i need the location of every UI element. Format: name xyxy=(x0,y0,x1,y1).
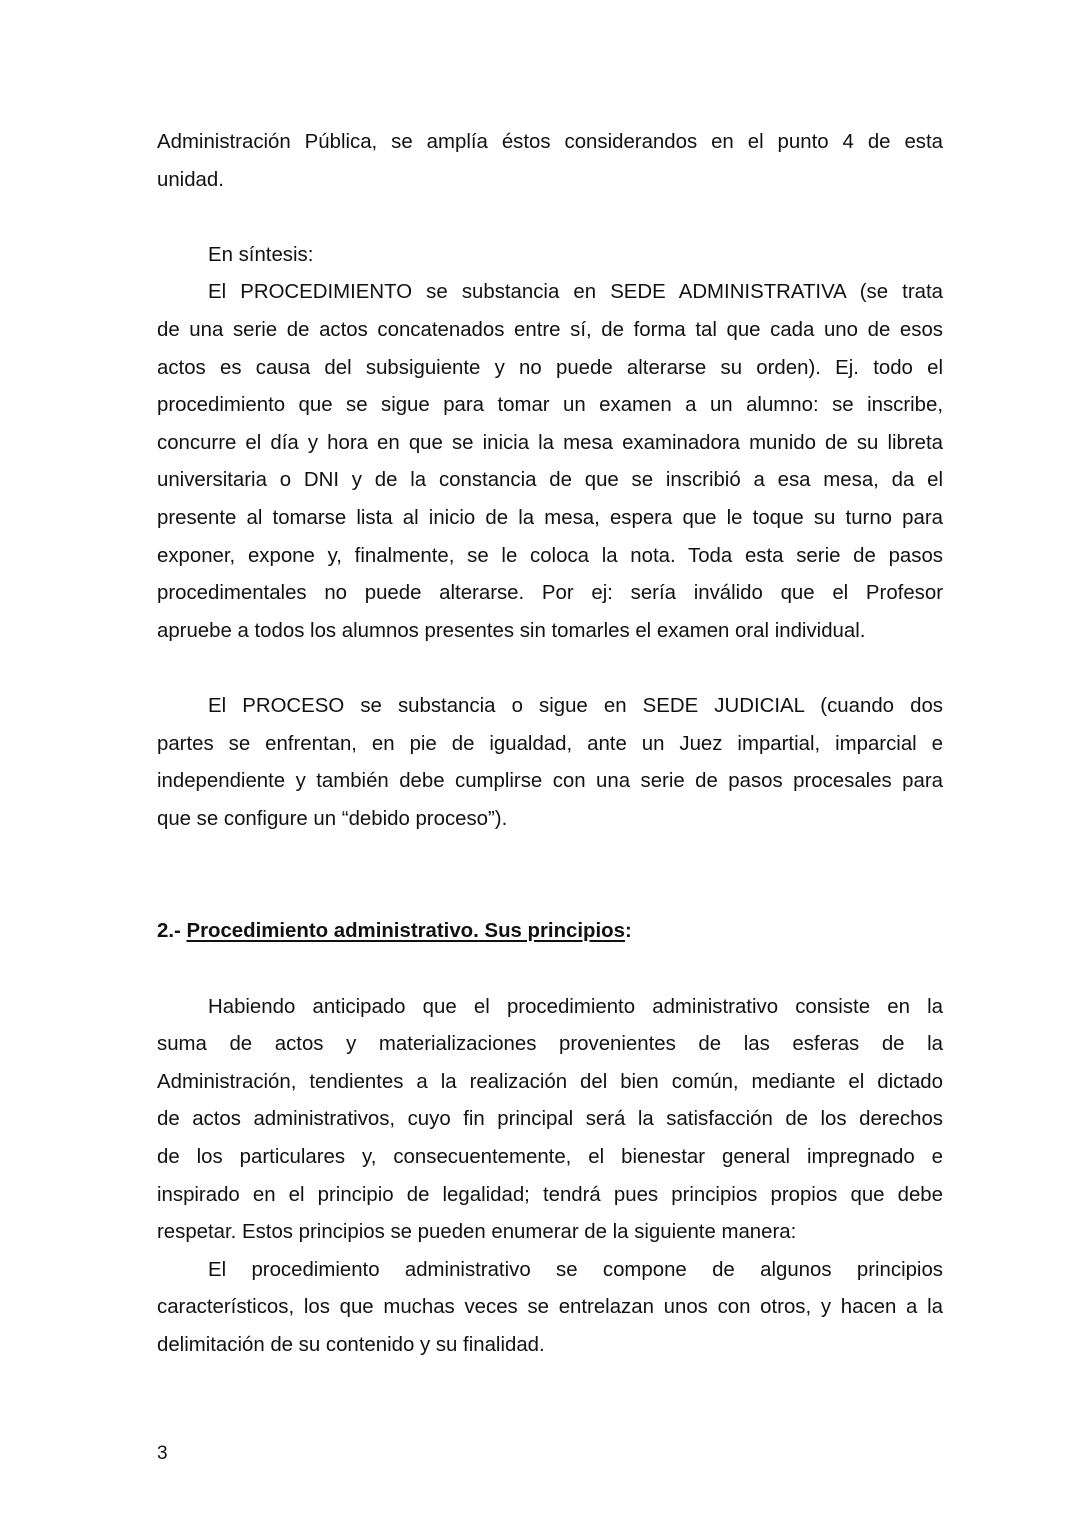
text-line: Administración, tendientes a la realización del bien común, mediante el dictado xyxy=(157,1070,943,1093)
text-line: unidad. xyxy=(157,168,224,191)
synthesis-label: En síntesis: xyxy=(208,243,314,266)
procedimiento-paragraph xyxy=(157,274,943,650)
section-title xyxy=(186,920,625,942)
text-line: procedimiento que se sigue para tomar un examen a un alumno: se inscribe, xyxy=(157,394,943,417)
text-line: de una serie de actos concatenados entre sí, de forma tal que cada uno de esos xyxy=(157,318,943,341)
text-line: exponer, expone y, finalmente, se le coloca la nota. Toda esta serie de pasos xyxy=(157,544,943,567)
paragraph-gap xyxy=(157,199,943,237)
paragraph-gap xyxy=(157,650,943,688)
text-line: universitaria o DNI y de la constancia de que se inscribió a esa mesa, da el xyxy=(157,469,943,492)
text-line: presente al tomarse lista al inicio de la mesa, espera que le toque su turno para xyxy=(157,506,943,529)
section2-paragraph-1 xyxy=(157,989,943,1252)
proceso-paragraph xyxy=(157,688,943,838)
intro-paragraph xyxy=(157,124,943,199)
text-line: El PROCESO se substancia o sigue en SEDE JUDICIAL (cuando dos xyxy=(208,694,943,717)
paragraph-gap xyxy=(157,838,943,876)
text-line: apruebe a todos los alumnos presentes sin tomarles el examen oral individual. xyxy=(157,619,866,642)
text-line: delimitación de su contenido y su finalidad. xyxy=(157,1334,545,1356)
text-line: partes se enfrentan, en pie de igualdad, ante un Juez impartial, imparcial e xyxy=(157,732,943,755)
text-line: de actos administrativos, cuyo fin principal será la satisfacción de los derechos xyxy=(157,1108,943,1131)
page-number: 3 xyxy=(157,1443,168,1464)
document-page xyxy=(157,124,943,1365)
text-line: El PROCEDIMIENTO se substancia en SEDE ADMINISTRATIVA (se trata xyxy=(208,281,943,304)
text-line: actos es causa del subsiguiente y no puede alterarse su orden). Ej. todo el xyxy=(157,356,943,379)
text-line: característicos, los que muchas veces se entrelazan unos con otros, y hacen a la xyxy=(157,1296,943,1319)
text-line: concurre el día y hora en que se inicia la mesa examinadora munido de su libreta xyxy=(157,431,943,454)
section-title-part2: Sus principios xyxy=(484,920,625,943)
section2-paragraph-2 xyxy=(157,1252,943,1365)
text-line: inspirado en el principio de legalidad; tendrá pues principios propios que debe xyxy=(157,1183,943,1206)
text-line: suma de actos y materializaciones provenientes de las esferas de la xyxy=(157,1033,943,1056)
section-title-colon: : xyxy=(624,920,632,943)
paragraph-gap xyxy=(157,876,943,914)
text-line: procedimentales no puede alterarse. Por ej: sería inválido que el Profesor xyxy=(157,582,943,605)
text-line: de los particulares y, consecuentemente, el bienestar general impregnado e xyxy=(157,1146,943,1169)
section-number: 2.- xyxy=(157,920,187,943)
text-line: Administración Pública, se amplía éstos considerandos en el punto 4 de esta xyxy=(157,131,943,153)
text-line: que se configure un “debido proceso”). xyxy=(157,807,508,830)
section-title-part1: Procedimiento administrativo. xyxy=(186,920,479,943)
text-line: Habiendo anticipado que el procedimiento administrativo consiste en la xyxy=(208,995,943,1018)
section-heading xyxy=(157,913,943,951)
text-line: independiente y también debe cumplirse con una serie de pasos procesales para xyxy=(157,770,943,793)
text-line: respetar. Estos principios se pueden enumerar de la siguiente manera: xyxy=(157,1221,797,1244)
paragraph-gap xyxy=(157,951,943,989)
text-line: El procedimiento administrativo se compone de algunos principios xyxy=(208,1258,943,1281)
